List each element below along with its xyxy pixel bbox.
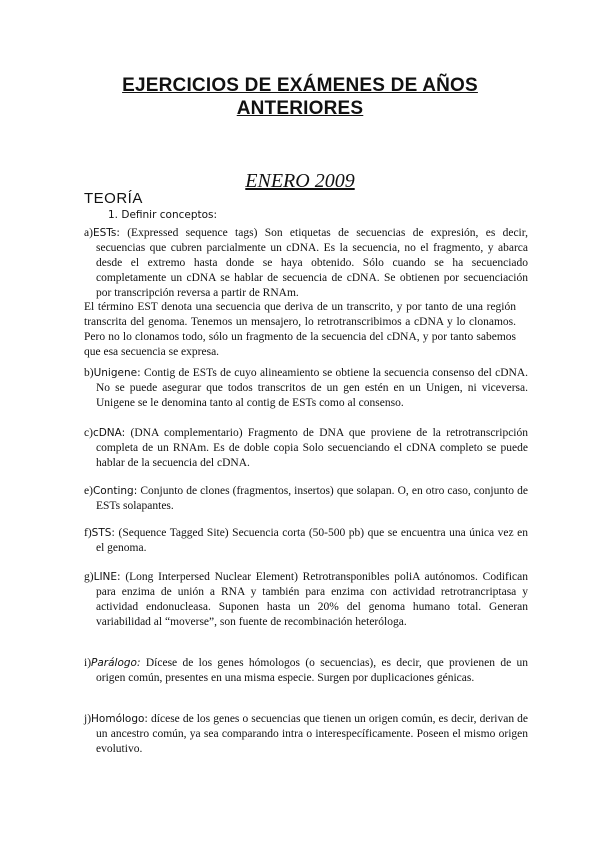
entry-text: (Long Interpersed Nuclear Element) Retrotransponibles poliA autónomos. Codifican para enzima de unión a RNA y también para enzima con actividad retrotrancriptasa y actividad endonucleasa. Suponen hasta un 20% del genoma humano total. Generan variabilidad al “moverse”, son fuente de recombinación heteróloga.	[96, 571, 528, 628]
entry-label: c)	[84, 427, 93, 439]
entry-line	[84, 570, 528, 630]
entry-label: a)	[84, 227, 93, 239]
entry-term: cDNA:	[92, 427, 126, 439]
document-title	[60, 74, 540, 120]
entry-term: Unigene:	[93, 367, 141, 379]
entry-text: dícese de los genes o secuencias que tienen un origen común, es decir, derivan de un ancestro común, ya sea comparando intra o interespecíficamente. Poseen el mismo origen evolutivo.	[96, 713, 528, 755]
entry-term: Conting:	[92, 485, 138, 497]
entry-term: ESTs:	[92, 227, 120, 239]
entry-text: (Expressed sequence tags) Son etiquetas de secuencias de expresión, es decir, secuencias que cubren parcialmente un cDNA. Es la secuencia, no el fragmento, y abarca desde el extremo hasta donde se haya obtenido. Sólo cuando se ha secuenciado completamente un cDNA se hablar de secuencia de cDNA. Se obtienen por secuenciación por transcripción reversa a partir de RNAm.	[96, 227, 528, 299]
entry-text: Dícese de los genes hómologos (o secuencias), es decir, que provienen de un origen común, presentes en una misma especie. Surgen por duplicaciones génicas.	[96, 657, 528, 684]
entry-text: Contig de ESTs de cuyo alineamiento se obtiene la secuencia consenso del cDNA. No se puede asegurar que todos transcritos de un gen estén en un Unigen, ni viceversa. Unigene se le denomina tanto al contig de ESTs como al consenso.	[96, 367, 528, 409]
year-heading: ENERO 2009	[245, 170, 355, 192]
section-heading: TEORÍA	[84, 190, 143, 207]
entry-label: f)	[84, 527, 92, 539]
title-line-1: EJERCICIOS DE EXÁMENES DE AÑOS	[122, 75, 478, 96]
title-line-2: ANTERIORES	[236, 98, 364, 119]
entry-homologo	[84, 712, 528, 757]
entry-label: e)	[84, 485, 93, 497]
entry-label: j)	[84, 713, 92, 725]
entry-unigene	[84, 366, 528, 411]
entry-text: (DNA complementario) Fragmento de DNA que proviene de la retrotranscripción completa de un RNAm. Es de doble copia Solo secuenciando el cDNA completo se puede hablar de la secuencia del cDNA.	[96, 427, 528, 469]
entry-label: i)	[84, 657, 92, 669]
entry-label: g)	[84, 571, 94, 583]
entry-text: Conjunto de clones (fragmentos, insertos) que solapan. O, en otro caso, conjunto de ESTs solapantes.	[96, 485, 528, 512]
entry-term: LINE:	[93, 571, 121, 583]
entry-text: (Sequence Tagged Site) Secuencia corta (50-500 pb) que se encuentra una única vez en el genoma.	[96, 527, 528, 554]
entry-term: Homólogo:	[91, 713, 148, 725]
entry-conting	[84, 484, 528, 514]
entry-text: El término EST denota una secuencia que deriva de un transcrito, y por tanto de una región transcrita del genoma. Tenemos un mensajero, lo retrotranscribimos a cDNA y lo clonamos. Pero no lo clonamos todo, sólo un fragmento de la secuencia del cDNA, y por tanto sabemos que esa secuencia se expresa.	[84, 301, 516, 358]
entry-sts	[84, 526, 528, 556]
entry-est-paragraph	[84, 300, 516, 360]
entry-paralogo	[84, 656, 528, 686]
entry-label: b)	[84, 367, 94, 379]
subsection-heading: 1. Definir conceptos:	[108, 209, 218, 221]
entry-cdna	[84, 426, 528, 471]
entry-ests	[84, 226, 528, 301]
entry-term: STS:	[91, 527, 115, 539]
entry-term: Parálogo:	[91, 657, 141, 669]
